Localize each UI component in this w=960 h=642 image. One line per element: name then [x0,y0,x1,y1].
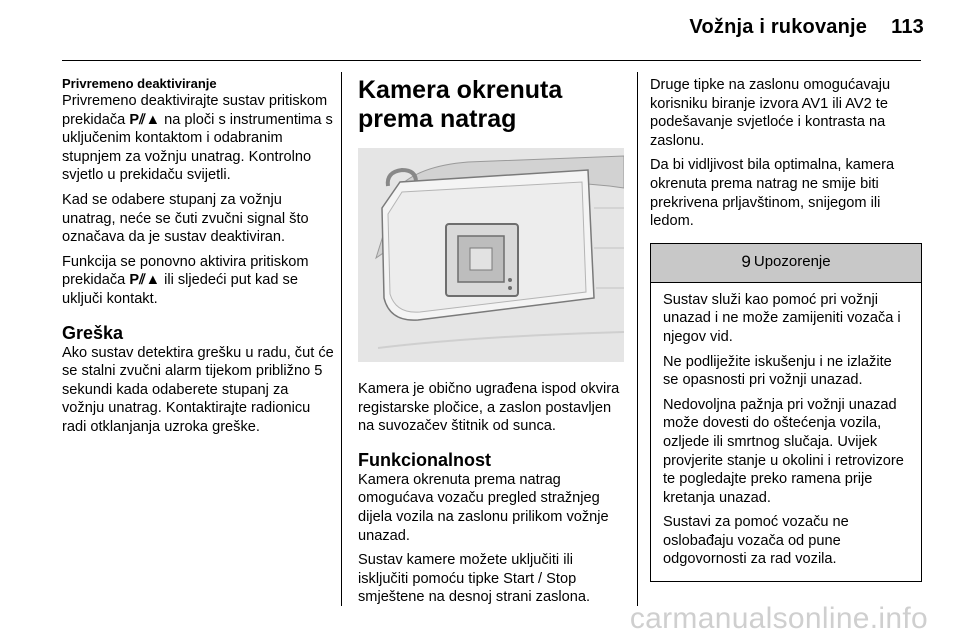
section-heading: Kamera okrenuta prema natrag [358,76,563,133]
warning-icon: 9 [741,252,751,272]
text: Privremeno deaktivirajte sustav pritiskom prekidača [62,93,328,128]
paragraph: Ako sustav detektira grešku u radu, čut će se stalni zvučni alarm tijekom približno 5 sekundi kada odaberete stupanj za vožnju unatrag. Kontaktirajte radionicu radi otklanjanja uzroka greške. [62,344,334,435]
text: Funkcija se ponovno aktivira pritiskom prekidača [62,253,309,289]
paragraph: Kamera je obično ugrađena ispod okvira registarske pločice, a zaslon postavljen na suvozačev štitnik od sunca. [358,381,620,435]
warning-paragraph: Sustavi za pomoć vozaču ne oslobađaju vozača od pune odgovornosti za rad vozila. [663,514,849,568]
paragraph: Druge tipke na zaslonu omogućavaju korisniku biranje izvora AV1 ili AV2 te podešavanje svjetloće i kontrasta na zaslonu. [650,77,891,149]
warning-title: Upozorenje [753,253,831,271]
column-1 [62,76,334,443]
column-divider [341,72,342,606]
paragraph: Sustav kamere možete uključiti ili isključiti pomoću tipke Start / Stop smještene na desnoj strani zaslona. [358,552,591,606]
warning-body [651,283,921,581]
warning-paragraph: Nedovoljna pažnja pri vožnji unazad može dovesti do oštećenja vozila, ozljede ili smrtnog slučaja. Uvijek provjerite stanje u okolini i retrovizore te pogledajte preko ramena prije kretanja unazad. [663,396,904,506]
page-title: Vožnja i rukovanje [689,16,868,38]
error-heading: Greška [62,322,124,343]
column-divider [637,72,638,606]
page-header [689,16,924,39]
paragraph: Da bi vidljivost bila optimalna, kamera okrenuta prema natrag ne smije biti prekrivena prljavštinom, snijegom ili ledom. [650,157,895,230]
deactivate-heading: Privremeno deaktiviranje [62,76,217,91]
text: ili sljedeći put kad se uključi kontakt. [62,272,298,307]
function-heading: Funkcionalnost [358,449,492,470]
warning-box [650,243,922,582]
park-assist-icon: P⫽▲ [129,272,161,289]
watermark: carmanualsonline.info [629,602,928,635]
header-rule [62,60,921,61]
warning-paragraph: Sustav služi kao pomoć pri vožnji unazad i ne može zamijeniti vozača i njegov vid. [663,291,901,345]
sun-visor-display-illustration [358,148,624,362]
warning-header [651,244,921,283]
park-assist-icon: P⫽▲ [129,111,161,128]
paragraph [62,92,334,185]
page-number: 113 [891,16,924,38]
column-3 [650,76,922,582]
paragraph: Kad se odabere stupanj za vožnju unatrag, neće se čuti zvučni signal što označava da je sustav deaktiviran. [62,191,309,246]
warning-paragraph: Ne podliježite iskušenju i ne izlažite se opasnosti pri vožnji unazad. [663,353,892,389]
paragraph [62,253,334,309]
column-2 [358,76,624,613]
paragraph: Kamera okrenuta prema natrag omogućava vozaču pregled stražnjeg dijela vozila na zaslonu prilikom vožnje unazad. [358,471,609,544]
text: na ploči s instrumentima s uključenim kontaktom i odabranim stupnjem za vožnju unatrag. Kontrolno svjetlo u prekidaču svijetli. [62,111,333,184]
